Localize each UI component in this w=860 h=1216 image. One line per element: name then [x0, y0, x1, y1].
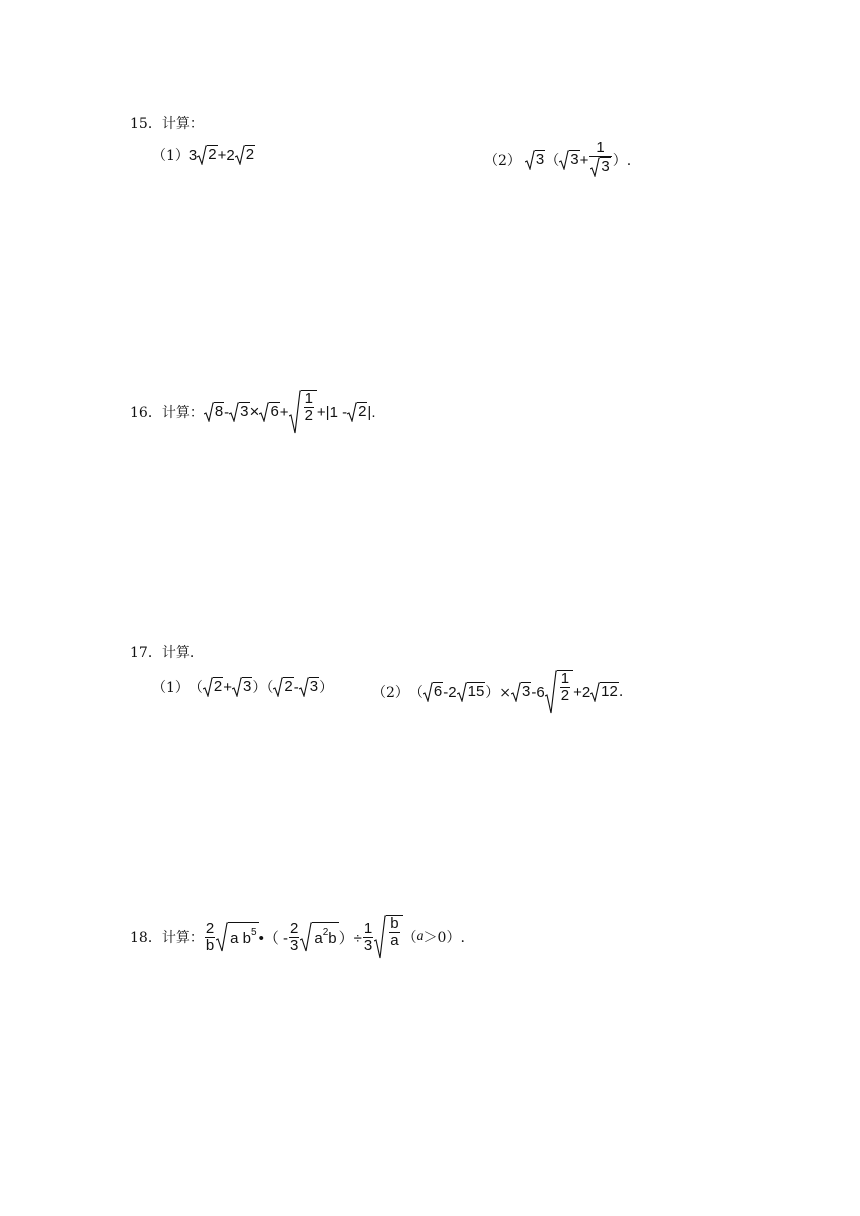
radicand: [301, 390, 317, 434]
radicand: 3: [535, 151, 545, 169]
expr-text: （: [408, 685, 423, 701]
question-17-part-2: [372, 670, 623, 714]
radicand: 2: [213, 678, 223, 695]
denominator: [589, 156, 611, 181]
sqrt-expression: [511, 682, 531, 702]
part-label: （2）: [484, 153, 521, 170]
sqrt-expression: [197, 145, 217, 165]
sqrt-expression: [457, 682, 486, 702]
sqrt-expression: [232, 677, 252, 697]
radicand: [228, 922, 258, 952]
denominator: 3: [290, 936, 299, 954]
sqrt-expression: [300, 922, 338, 952]
sqrt-expression: [525, 150, 545, 170]
radicand: 8: [214, 403, 224, 420]
expr-text: （: [402, 930, 417, 946]
radical-sign-icon: [511, 682, 521, 702]
radicand: [386, 915, 402, 959]
expr-text: （: [188, 680, 203, 696]
sqrt-expression: [273, 677, 293, 697]
sqrt-expression: [204, 402, 224, 422]
expr-text: ×: [249, 402, 260, 421]
expr-text: ）×: [485, 685, 512, 701]
radicand: [312, 922, 338, 952]
fraction: [289, 921, 299, 954]
expr-text: ）.: [612, 153, 632, 170]
expr-text: +: [579, 151, 589, 169]
radical-sign-icon: [197, 145, 207, 165]
radical-sign-icon: [457, 682, 467, 702]
numerator: 1: [560, 670, 570, 687]
sqrt-expression: [203, 677, 223, 697]
fraction: [205, 921, 215, 954]
question-16-title: 16．计算：: [130, 405, 204, 421]
radical-sign-icon: [525, 150, 535, 170]
exponent: 5: [251, 927, 257, 938]
numerator: b: [390, 915, 399, 932]
expr-text: •（ -: [258, 929, 289, 947]
radicand: 2: [284, 678, 293, 695]
radicand: 2: [245, 146, 255, 163]
radical-sign-icon: [423, 682, 433, 702]
sqrt-expression: [259, 402, 279, 422]
denominator: 2: [560, 686, 570, 704]
expr-text: .: [618, 684, 624, 700]
radicand: 3: [309, 678, 319, 695]
fraction: [304, 391, 314, 424]
fraction: [589, 140, 611, 181]
expr-text: -: [293, 678, 299, 696]
radical-sign-icon: [590, 157, 600, 177]
expr-text: +: [279, 403, 289, 421]
fraction: [363, 921, 373, 954]
radical-sign-icon: [347, 402, 357, 422]
question-15-part-1: [152, 145, 255, 165]
expr-text: ）÷: [338, 929, 362, 947]
denominator: a: [390, 931, 399, 949]
radical-sign-icon: [229, 402, 239, 422]
radical-sign-icon: [545, 670, 557, 714]
radicand: 3: [601, 157, 610, 175]
expr-text: -2: [443, 683, 457, 701]
radical-sign-icon: [273, 677, 283, 697]
sqrt-expression: [347, 402, 367, 422]
numerator: 1: [596, 139, 605, 156]
question-17-part-1: [152, 677, 333, 697]
radical-sign-icon: [232, 677, 242, 697]
denominator: 3: [363, 936, 373, 954]
sqrt-expression: [545, 670, 573, 714]
question-17-title: 17．计算.: [130, 645, 195, 661]
radicand: 2: [208, 146, 217, 163]
sqrt-expression: [590, 157, 610, 177]
radicand: 2: [358, 403, 367, 420]
numerator: 2: [290, 919, 299, 937]
radical-sign-icon: [289, 390, 301, 434]
radicand: 15: [467, 683, 485, 700]
question-18: [130, 915, 465, 959]
expr-text: ）（: [252, 680, 274, 696]
radicand: 6: [270, 403, 279, 420]
radical-sign-icon: [203, 677, 213, 697]
expr-text: |.: [367, 403, 376, 421]
question-18-title: 18．计算：: [130, 930, 204, 946]
radical-sign-icon: [204, 402, 214, 422]
variable: a: [416, 929, 424, 944]
numerator: 2: [205, 919, 215, 937]
expr-text: 3: [188, 146, 198, 164]
expr-text: ＞0）.: [423, 930, 465, 946]
denominator: b: [205, 936, 215, 954]
radical-sign-icon: [590, 682, 600, 702]
radicand-base: a b: [230, 930, 252, 947]
expr-text: +: [223, 678, 233, 696]
fraction: [389, 916, 399, 949]
sqrt-expression: [590, 682, 619, 702]
radicand: 12: [601, 683, 618, 700]
radicand: 3: [243, 678, 252, 695]
denominator: 2: [304, 406, 313, 424]
radical-sign-icon: [259, 402, 269, 422]
sqrt-expression: [374, 915, 402, 959]
radicand: 3: [522, 683, 531, 700]
expr-text: +|1 -: [316, 403, 348, 421]
fraction: [560, 671, 570, 704]
expr-text: -: [224, 403, 230, 421]
radical-sign-icon: [216, 922, 228, 952]
part-label: （1）: [152, 148, 189, 164]
numerator: 1: [304, 390, 313, 407]
numerator: 1: [363, 919, 373, 937]
sqrt-expression: [423, 682, 443, 702]
radical-sign-icon: [299, 677, 309, 697]
sqrt-expression: [559, 150, 579, 170]
expr-text: ）: [319, 680, 334, 696]
expr-text: -6: [531, 683, 545, 701]
radical-sign-icon: [559, 150, 569, 170]
exponent: 2: [322, 927, 329, 938]
radicand-base: b: [328, 930, 337, 947]
sqrt-expression: [235, 145, 255, 165]
question-16: [130, 390, 376, 434]
expr-text: +2: [217, 146, 235, 164]
part-label: （2）: [372, 685, 409, 701]
radicand-base: a: [314, 930, 323, 947]
radicand: 6: [433, 683, 443, 700]
radical-sign-icon: [374, 915, 386, 959]
question-15-title: 15．计算：: [130, 116, 204, 132]
sqrt-expression: [229, 402, 249, 422]
expr-text: +2: [573, 683, 591, 701]
radicand: 3: [240, 403, 249, 420]
radical-sign-icon: [235, 145, 245, 165]
part-label: （1）: [152, 680, 189, 696]
expr-text: （: [545, 153, 560, 170]
sqrt-expression: [289, 390, 317, 434]
sqrt-expression: [299, 677, 319, 697]
question-15-part-2: [484, 140, 631, 181]
radicand: [557, 670, 573, 714]
radical-sign-icon: [300, 922, 312, 952]
sqrt-expression: [216, 922, 258, 952]
radicand: 3: [570, 151, 579, 169]
